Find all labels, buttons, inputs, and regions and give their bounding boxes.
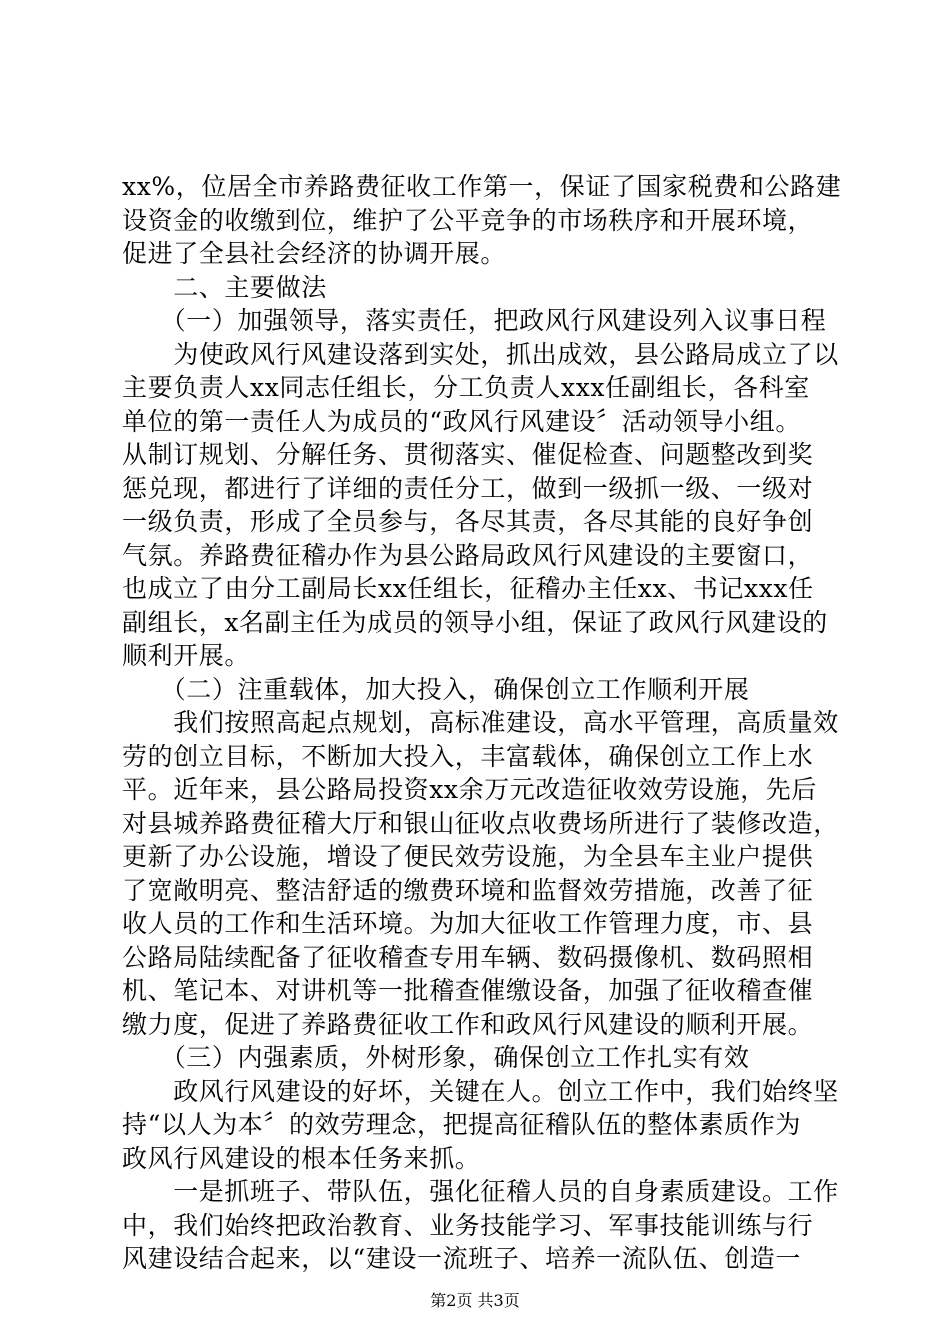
text-line: 一是抓班子、带队伍，强化征稽人员的自身素质建设。工作: [122, 1177, 839, 1206]
text-line: 设资金的收缴到位，维护了公平竞争的市场秩序和开展环境，: [122, 205, 814, 235]
text-line: 主要负责人xx同志任组长，分工负责人xxx任副组长，各科室: [122, 373, 810, 402]
text-line: 缴力度，促进了养路费征收工作和政风行风建设的顺利开展。: [122, 1009, 814, 1039]
text-line: 为使政风行风建设落到实处，抓出成效，县公路局成立了以: [122, 339, 839, 369]
text-line: 收人员的工作和生活环境。为加大征收工作管理力度，市、县: [122, 909, 814, 938]
subsection-heading: （二）注重载体，加大投入，确保创立工作顺利开展: [122, 674, 750, 704]
text-line: 了宽敞明亮、整洁舒适的缴费环境和监督效劳措施，改善了征: [122, 875, 814, 905]
text-line: xx%，位居全市养路费征收工作第一，保证了国家税费和公路建: [122, 172, 842, 201]
text-line: 更新了办公设施，增设了便民效劳设施，为全县车主业户提供: [122, 842, 814, 871]
document-body: [122, 170, 842, 1276]
text-line: 促进了全县社会经济的协调开展。: [122, 239, 507, 268]
text-line: 平。近年来，县公路局投资xx余万元改造征收效劳设施，先后: [122, 775, 818, 804]
text-line: 对县城养路费征稽大厅和银山征收点收费场所进行了装修改造，: [122, 808, 839, 838]
text-line: 持“以人为本〞的效劳理念，把提高征稽队伍的整体素质作为: [122, 1110, 801, 1139]
section-heading: 二、主要做法: [122, 272, 327, 302]
text-line: 顺利开展。: [122, 641, 251, 670]
text-line: 公路局陆续配备了征收稽查专用车辆、数码摄像机、数码照相: [122, 942, 814, 972]
text-line: 劳的创立目标，不断加大投入，丰富载体，确保创立工作上水: [122, 741, 814, 771]
subsection-heading: （三）内强素质，外树形象，确保创立工作扎实有效: [122, 1043, 750, 1072]
text-line: 机、笔记本、对讲机等一批稽查催缴设备，加强了征收稽查催: [122, 976, 814, 1005]
text-line: 我们按照高起点规划，高标准建设，高水平管理，高质量效: [122, 708, 839, 737]
page-number: 第2页 共3页: [430, 1291, 520, 1310]
text-line: 也成立了由分工副局长xx任组长，征稽办主任xx、书记xxx任: [122, 574, 814, 603]
page-footer: [0, 1288, 950, 1311]
text-line: 惩兑现，都进行了详细的责任分工，做到一级抓一级、一级对: [122, 473, 814, 503]
text-line: 中，我们始终把政治教育、业务技能学习、军事技能训练与行: [122, 1210, 814, 1240]
text-line: 政风行风建设的好坏，关键在人。创立工作中，我们始终坚: [122, 1076, 839, 1106]
text-line: 政风行风建设的根本任务来抓。: [122, 1143, 481, 1173]
text-line: 从制订规划、分解任务、贯彻落实、催促检查、问题整改到奖: [122, 440, 814, 469]
text-line: 气氛。养路费征稽办作为县公路局政风行风建设的主要窗口，: [122, 540, 814, 570]
text-line: 风建设结合起来，以“建设一流班子、培养一流队伍、创造一: [122, 1244, 801, 1273]
text-line: 副组长，x名副主任为成员的领导小组，保证了政风行风建设的: [122, 607, 828, 637]
text-line: 一级负责，形成了全员参与，各尽其责，各尽其能的良好争创: [122, 507, 814, 536]
text-line: 单位的第一责任人为成员的“政风行风建设〞活动领导小组。: [122, 406, 801, 436]
subsection-heading: （一）加强领导，落实责任，把政风行风建设列入议事日程: [122, 306, 827, 335]
